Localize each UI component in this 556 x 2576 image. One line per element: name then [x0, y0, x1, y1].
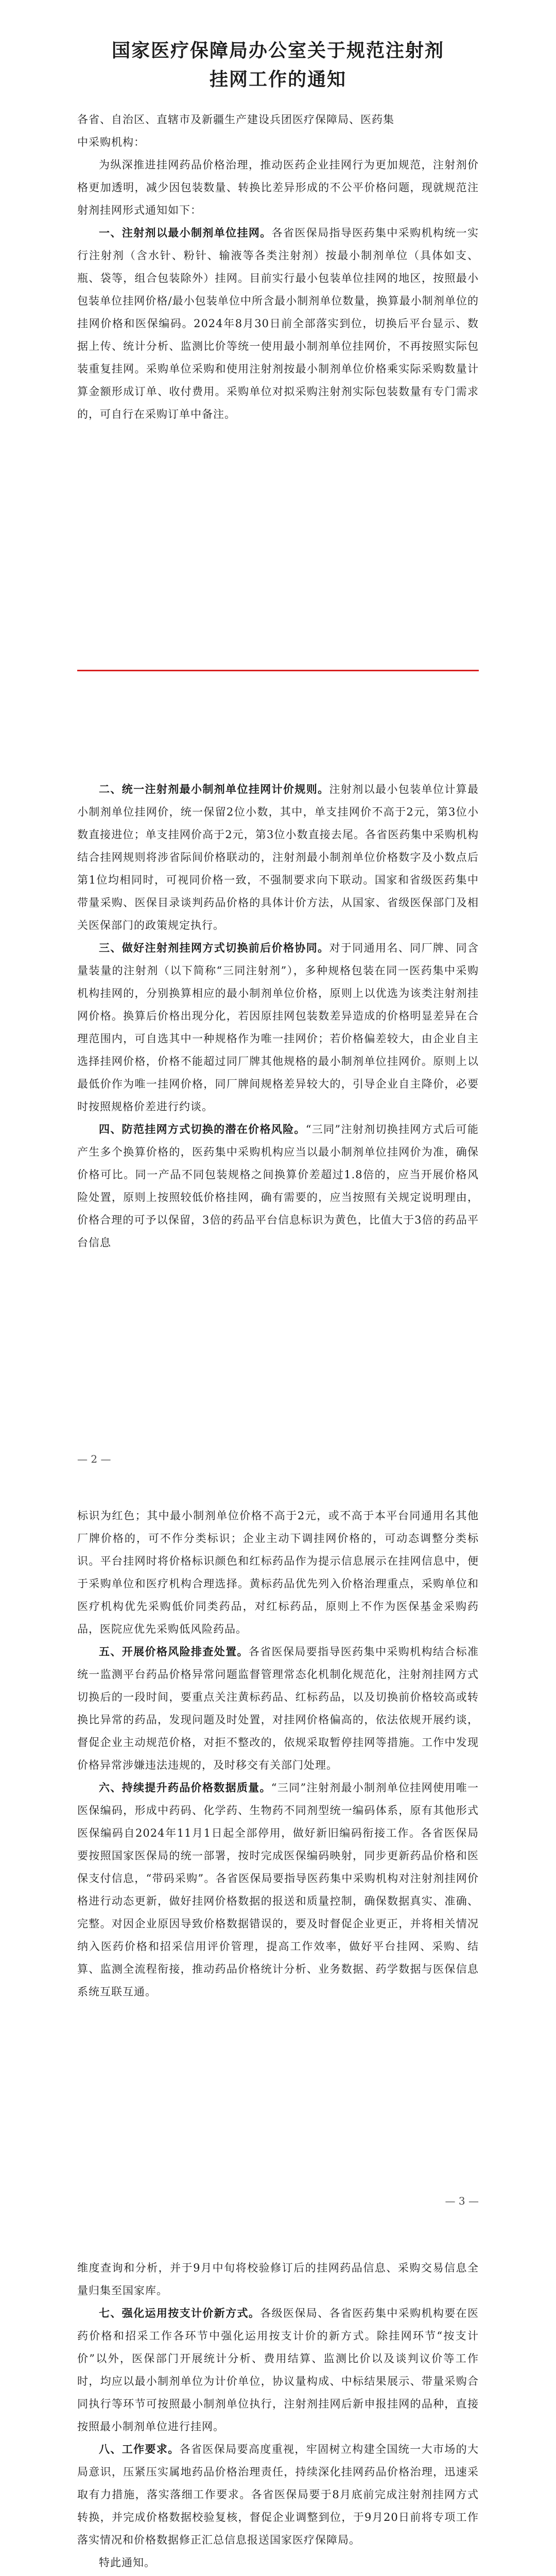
section-2: [77, 778, 479, 937]
closing-line: 特此通知。: [99, 2556, 155, 2569]
addressee-line-1: 各省、自治区、直辖市及新疆生产建设兵团医疗保障局、医药集: [77, 113, 394, 126]
section-8-text: 各省医保局要高度重视，牢固树立构建全国统一大市场的大局意识，压紧压实属地药品价格治理责任，持续深化挂网药品价格治理，迅速采取有力措施，落实落细工作要求。各省医保局要于8月底前完成注射剂挂网方式转换，并完成价格数据校验复核，督促企业调整到位，于9月20日前将专项工作落实情况和价格数据修正汇总信息报送国家医疗保障局。: [77, 2443, 479, 2546]
section-7-text: 各级医保局、各省医药集中采购机构要在医药价格和招采工作各环节中强化运用按支计价的新方式。除挂网环节“按支计价”以外，医保部门开展统计分析、费用结算、监测比价以及谈判议价等工作时，均应以最小制剂单位为计价单位，协议量构成、中标结果展示、带量采购合同执行等环节可按照最小制剂单位执行，注射剂挂网后新申报挂网的品种，直接按照最小制剂单位进行挂网。: [77, 2307, 479, 2433]
section-3-heading: 三、做好注射剂挂网方式切换前后价格协同。: [99, 941, 329, 954]
document-title: [0, 0, 556, 94]
section-5-heading: 五、开展价格风险排查处置。: [99, 1645, 249, 1658]
page-2-body: [77, 778, 479, 1254]
section-6-text: “三同”注射剂最小制剂单位挂网使用唯一医保编码，形成中药码、化学药、生物药不同剂型统一编码体系，原有其他形式医保编码自2024年11月1日起全部停用，做好新旧编码衔接工作。各省医保局要按照国家医保局的统一部署，按时完成医保编码映射，同步更新药品价格和医保支付信息，“带码采购”。各省医保局要指导医药集中采购机构对注射剂挂网价格进行动态更新，做好挂网价格数据的报送和质量控制，确保数据真实、准确、完整。对因企业原因导致价格数据错误的，要及时督促企业更正，并将相关情况纳入医药价格和招采信用评价管理，提高工作效率，做好平台挂网、采购、结算、监测全流程衔接，推动药品价格统计分析、业务数据、药学数据与医保信息系统互联互通。: [77, 1782, 479, 1998]
section-2-text: 注射剂以最小包装单位计算最小制剂单位挂网价，统一保留2位小数，其中，单支挂网价不高于2元，第3位小数直接进位；单支挂网价高于2元，第3位小数直接去尾。各省医药集中采购机构结合挂网规则将涉省际间价格联动的，注射剂最小制剂单位价格数字及小数点后第1位均相同时，可视同价格一致，不强制要求向下联动。国家和省级医药集中带量采购、医保目录谈判药品价格的具体计价方法，从国家、省级医保部门及相关医保部门的政策规定执行。: [77, 783, 479, 931]
section-8: [77, 2438, 479, 2551]
section-8-heading: 八、工作要求。: [99, 2443, 180, 2455]
section-5-text: 各省医保局要指导医药集中采购机构结合标准统一监测平台药品价格异常问题监督管理常态化机制化规范化，注射剂挂网方式切换后的一段时间，要重点关注黄标药品、红标药品，以及切换前价格较高或转换比异常的药品，发现问题及时处置，对挂网价格偏高的，依法依规开展约谈，督促企业主动规范价格，对拒不整改的，依规采取暂停挂网等措施。工作中发现价格异常涉嫌违法违规的，及时移交有关部门处理。: [77, 1646, 479, 1771]
title-line-1: 国家医疗保障局办公室关于规范注射剂: [111, 40, 444, 61]
section-4-continued: 标识为红色；其中最小制剂单位价格不高于2元，或不高于本平台同通用名其他厂牌价格的，可不作分类标识；企业主动下调挂网价格的，可动态调整分类标识。平台挂网时将价格标识颜色和红标药品作为提示信息展示在挂网信息中，便于采购单位和医疗机构合理选择。黄标药品优先列入价格治理重点，采购单位和医疗机构优先采购低价同类药品，对红标药品，原则上不作为医保基金采购药品，医院应优先采购低风险药品。: [77, 1510, 479, 1635]
document-page-2: [0, 742, 556, 1484]
page-4-body: [77, 2257, 479, 2574]
section-6-heading: 六、持续提升药品价格数据质量。: [99, 1781, 271, 1794]
document-page-4: [0, 2226, 556, 2576]
section-3: [77, 937, 479, 1118]
section-6-continued: 维度查询和分析，并于9月中旬将校验修订后的挂网药品信息、采购交易信息全量归集至国家库。: [77, 2262, 479, 2297]
title-line-2: 挂网工作的通知: [209, 69, 346, 90]
section-4-text: “三同”注射剂切换挂网方式后可能产生多个换算价格的，医药集中采购机构应当以最小制剂单位挂网价为准，确保价格可比。同一产品不同包装规格之间换算价差超过1.8倍的，应当开展价格风险处置，原则上按照较低价格挂网，确有需要的，应当按照有关规定说明理由，价格合理的可予以保留，3倍的药品平台信息标识为黄色，比值大于3倍的药品平台信息: [77, 1123, 479, 1249]
section-1-heading: 一、注射剂以最小制剂单位挂网。: [99, 226, 272, 239]
page-1-body: [77, 108, 479, 426]
section-4: [77, 1118, 479, 1254]
document-page-1: [0, 0, 556, 742]
section-1-text: 各省医保局指导医药集中采购机构统一实行注射剂（含水针、粉针、输液等各类注射剂）按最小制剂单位（具体如支、瓶、袋等，组合包装除外）挂网。目前实行最小包装单位挂网的地区，按照最小包装单位挂网价格/最小包装单位中所含最小制剂单位数量，换算最小制剂单位的挂网价格和医保编码。2024年8月30日前全部落实到位，切换后平台显示、数据上传、统计分析、监测比价等统一使用最小制剂单位挂网价，不再按照实际包装重复挂网。采购单位采购和使用注射剂按最小制剂单位价格乘实际采购数量计算金额形成订单、收付费用。采购单位对拟采购注射剂实际包装数量有专门需求的，可自行在采购订单中备注。: [77, 227, 479, 420]
document-page-3: [0, 1484, 556, 2226]
red-rule: [77, 670, 479, 671]
section-7-heading: 七、强化运用按支计价新方式。: [99, 2307, 260, 2319]
section-4-heading: 四、防范挂网方式切换的潜在价格风险。: [99, 1123, 306, 1136]
addressee-line-2: 中采购机构：: [77, 136, 145, 148]
page-number-2: — 2 —: [77, 1453, 111, 1465]
section-1: [77, 222, 479, 426]
section-2-heading: 二、统一注射剂最小制剂单位挂网计价规则。: [99, 783, 329, 795]
section-7: [77, 2302, 479, 2438]
section-6: [77, 1776, 479, 2003]
section-5: [77, 1640, 479, 1776]
section-3-text: 对于同通用名、同厂牌、同含量装量的注射剂（以下简称“三同注射剂”），多种规格包装在同一医药集中采购机构挂网的，分别换算相应的最小制剂单位价格，原则上以优选为该类注射剂挂网价格。换算后价格出现分化，若因原挂网包装数差异造成的价格明显差异在合理范围内，可自选其中一种规格作为唯一挂网价；若价格偏差较大，由企业自主选择挂网价格，价格不能超过同厂牌其他规格的最小制剂单位挂网价。原则上以最低价作为唯一挂网价格，同厂牌间规格差异较大的，引导企业自主降价，必要时按照规格价差进行约谈。: [77, 942, 479, 1113]
page-number-3: — 3 —: [445, 2195, 479, 2207]
intro-paragraph: 为纵深推进挂网药品价格治理，推动医药企业挂网行为更加规范，注射剂价格更加透明，减少因包装数量、转换比差异形成的不公平价格问题，现就规范注射剂挂网形式通知如下：: [77, 159, 479, 216]
page-3-body: [77, 1504, 479, 2003]
